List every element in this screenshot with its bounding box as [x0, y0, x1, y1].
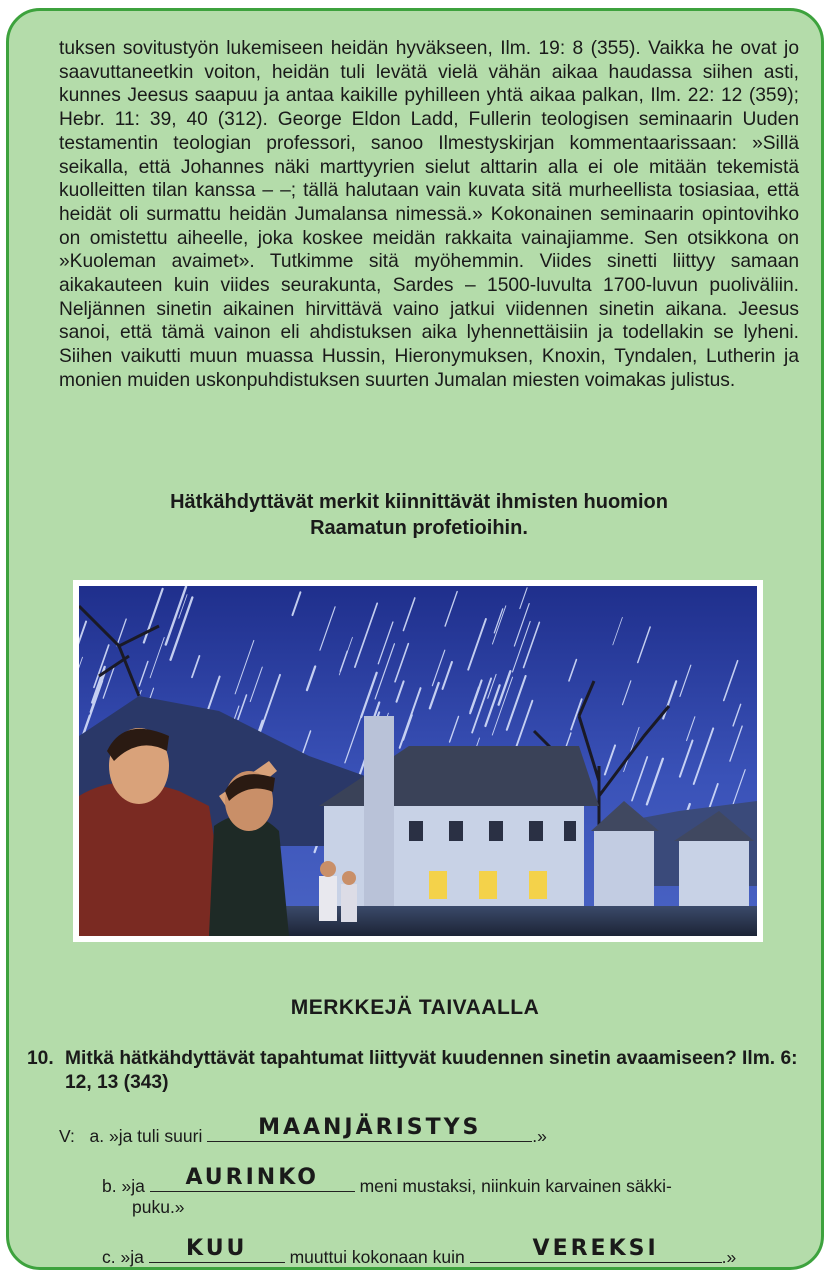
- answer-prefix: V:: [59, 1126, 75, 1146]
- question-10: [27, 1047, 817, 1095]
- headline: [29, 489, 809, 541]
- answer-b-letter: b.: [102, 1176, 117, 1196]
- answer-a: [59, 1115, 759, 1148]
- question-number: 10.: [27, 1048, 54, 1069]
- answer-b-after-line1: meni mustaksi, niinkuin karvainen säkki-: [359, 1176, 672, 1196]
- answer-b-after-line2: puku.»: [132, 1197, 185, 1217]
- answer-b-continued: [132, 1195, 185, 1219]
- meteor-shower-illustration: [79, 586, 757, 936]
- answer-c-blank-1[interactable]: [149, 1236, 285, 1263]
- answer-c-before: »ja: [120, 1247, 144, 1267]
- illustration-frame: [73, 580, 763, 942]
- answer-a-before: »ja tuli suuri: [108, 1126, 203, 1146]
- answer-b: [102, 1165, 814, 1198]
- workbook-page: [6, 8, 824, 1270]
- answer-c-blank-2[interactable]: [470, 1236, 722, 1263]
- headline-line-2: Raamatun profetioihin.: [310, 517, 528, 539]
- answer-c-after: .»: [721, 1247, 737, 1267]
- body-paragraph: tuksen sovitustyön lukemiseen heidän hyväkseen, Ilm. 19: 8 (355). Vaikka he ovat jo saavuttaneetkin voiton, heidän tuli levätä vielä vähän aikaa haudassa siihen asti, kunnes Jeesus saapuu ja antaa kaikille pyhilleen yhtä aikaa palkan, Ilm. 22: 12 (359); Hebr. 11: 39, 40 (312). George Eldon Ladd, Fullerin teologisen seminaarin Uuden testamentin teologian professori, sanoo Ilmestyskirjan kommentaarissaan: »Sillä seikalla, että Johannes näki marttyyrien sielut alttarin alla ei ole mitään tekemistä kuolleitten tilan kanssa – –; tällä halutaan vain kuvata sitä murheellista tosiasiaa, että heidät oli surmattu heidän Jumalansa nimessä.» Kokonainen seminaarin opintovihko on omistettu aiheelle, joka koskee meidän rakkaita vainajiamme. Sen otsikkona on »Kuoleman avaimet». Tutkimme sitä myöhemmin. Viides sinetti liittyy samaan aikakauteen kuin viides seurakunta, Sardes – 1500-luvulta 1700-luvun puoliväliin. Neljännen sinetin aikainen hirvittävä vaino jatkui viidennen sinetin aikana. Jeesus sanoi, että tämä vainon eli ahdistuksen aika lyhennettäisiin ja todellakin se lyheni. Siihen vaikutti muun muassa Hussin, Hieronymuksen, Knoxin, Tyndalen, Lutherin ja monien muiden uskonpuhdistuksen suurten Jumalan miesten voimakas julistus.: [59, 38, 799, 391]
- answer-c-letter: c.: [102, 1247, 116, 1267]
- section-title: MERKKEJÄ TAIVAALLA: [290, 996, 540, 1019]
- answer-c-handwritten-1: KUU: [186, 1236, 248, 1261]
- answer-a-blank[interactable]: [207, 1115, 532, 1142]
- headline-line-1: Hätkähdyttävät merkit kiinnittävät ihmisten huomion: [170, 491, 668, 513]
- answer-a-after: .»: [532, 1126, 547, 1146]
- answer-b-handwritten: AURINKO: [185, 1165, 319, 1190]
- answer-a-handwritten: MAANJÄRISTYS: [258, 1115, 482, 1140]
- answer-c-middle: muuttui kokonaan kuin: [289, 1247, 465, 1267]
- answer-b-before: »ja: [121, 1176, 145, 1196]
- answer-c: [102, 1236, 817, 1269]
- answer-a-letter: a.: [89, 1126, 105, 1146]
- answer-b-blank[interactable]: [150, 1165, 355, 1192]
- answer-c-handwritten-2: VEREKSI: [532, 1236, 659, 1261]
- question-text: Mitkä hätkähdyttävät tapahtumat liittyvät kuudennen sinetin avaamiseen? Ilm. 6: 12, 13 (343): [65, 1048, 798, 1093]
